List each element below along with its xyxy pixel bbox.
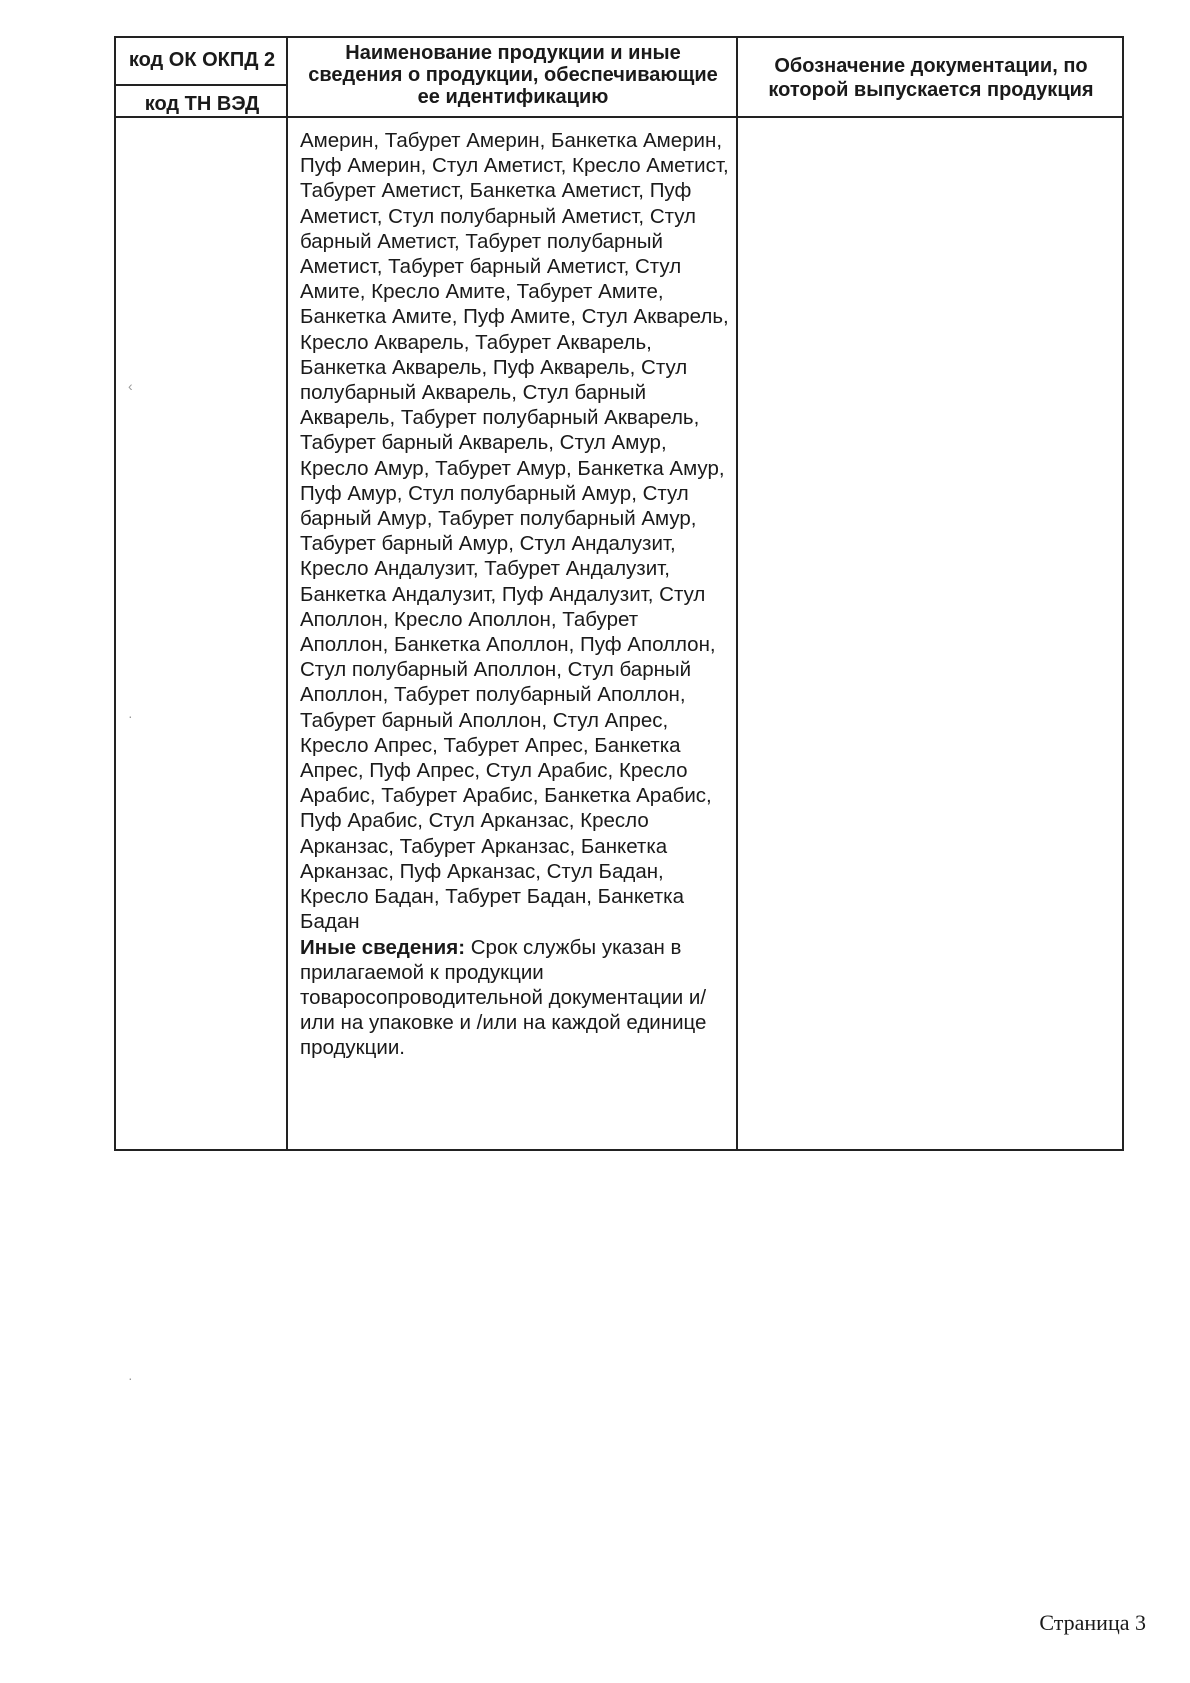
other-info — [300, 935, 730, 1061]
column-divider-2 — [736, 36, 738, 1151]
header-code-okpd: код ОК ОКПД 2 — [128, 49, 276, 71]
product-list: Америн, Табурет Америн, Банкетка Америн, Пуф Америн, Стул Аметист, Кресло Аметист, Табурет Аметист, Банкетка Аметист, Пуф Аметист, Стул полубарный Аметист, Стул барный Аметист, Табурет полубарный Аметист, Табурет барный Аметист, Стул Амите, Кресло Амите, Табурет Амите, Банкетка Амите, Пуф Амите, Стул Акварель, Кресло Акварель, Табурет Акварель, Банкетка Акварель, Пуф Акварель, Стул полубарный Акварель, Стул барный Акварель, Табурет полубарный Акварель, Табурет барный Акварель, Стул Амур, Кресло Амур, Табурет Амур, Банкетка Амур, Пуф Амур, Стул полубарный Амур, Стул барный Амур, Табурет полубарный Амур, Табурет барный Амур, Стул Андалузит, Кресло Андалузит, Табурет Андалузит, Банкетка Андалузит, Пуф Андалузит, Стул Аполлон, Кресло Аполлон, Табурет Аполлон, Банкетка Аполлон, Пуф Аполлон, Стул полубарный Аполлон, Стул барный Аполлон, Табурет полубарный Аполлон, Табурет барный Аполлон, Стул Апрес, Кресло Апрес, Табурет Апрес, Банкетка Апрес, Пуф Апрес, Стул Арабис, Кресло Арабис, Табурет Арабис, Банкетка Арабис, Пуф Арабис, Стул Арканзас, Кресло Арканзас, Табурет Арканзас, Банкетка Арканзас, Пуф Арканзас, Стул Бадан, Кресло Бадан, Табурет Бадан, Банкетка Бадан — [300, 129, 729, 934]
code-header-divider — [114, 84, 286, 86]
header-product-name: Наименование продукции и иные сведения о продукции, обеспечивающие ее идентификацию — [308, 42, 718, 108]
table-left-border — [114, 36, 116, 1151]
table-right-border — [1122, 36, 1124, 1151]
other-info-text: Срок службы указан в прилагаемой к продукции товаросопроводительной документации и/или на упаковке и /или на каждой единице продукции. — [300, 935, 707, 1060]
column-divider-1 — [286, 36, 288, 1151]
header-documentation: Обозначение документации, по которой выпускается продукция — [768, 55, 1094, 101]
header-code-tnved: код ТН ВЭД — [144, 93, 260, 115]
scan-speck: · — [128, 708, 133, 724]
table-bottom-border — [114, 1149, 1124, 1151]
table-top-border — [114, 36, 1124, 38]
header-bottom-border — [114, 116, 1124, 118]
product-description-cell — [300, 128, 730, 1061]
other-info-label: Иные сведения: — [300, 935, 466, 959]
page-number: Страница 3 — [1039, 1610, 1146, 1635]
scan-speck: ‹ — [128, 378, 133, 394]
scan-speck: · — [128, 1370, 133, 1386]
